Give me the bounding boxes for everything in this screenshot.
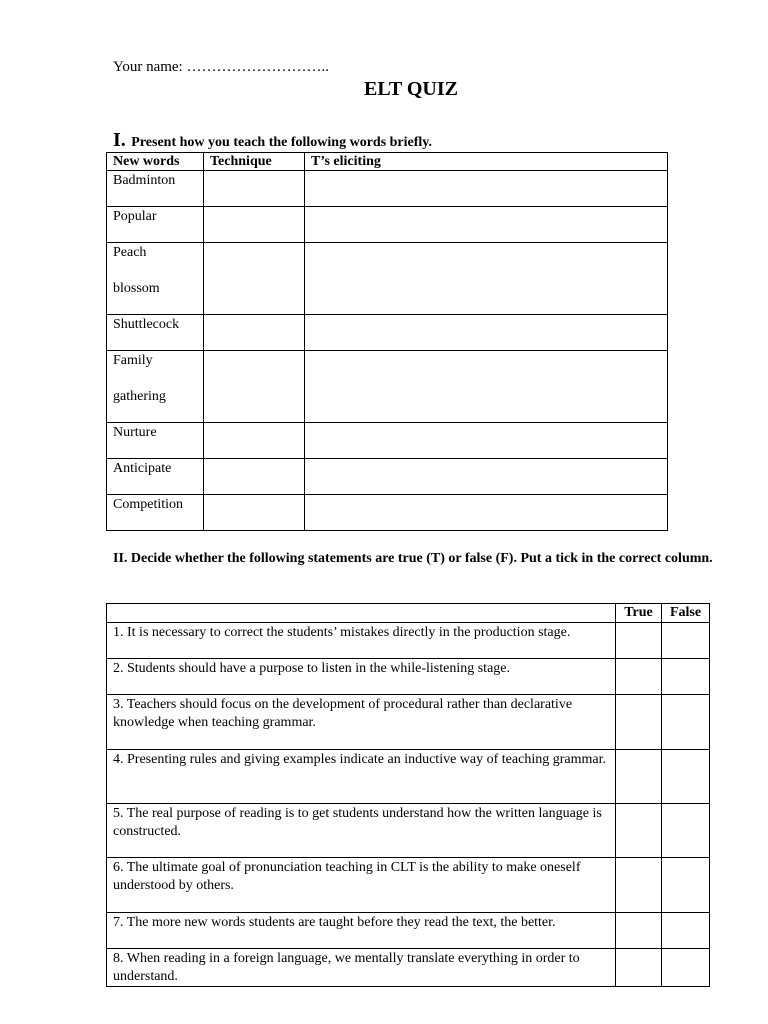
false-tick-cell[interactable] [662,695,710,750]
column-header-true: True [616,604,662,623]
table-row [107,351,668,423]
true-tick-cell[interactable] [616,623,662,659]
statement-cell: 2. Students should have a purpose to listen in the while-listening stage. [107,659,616,695]
table-header-row [107,153,668,171]
word-cell: Anticipate [107,459,204,495]
technique-answer-cell[interactable] [204,495,305,531]
false-tick-cell[interactable] [662,623,710,659]
eliciting-answer-cell[interactable] [305,351,668,423]
false-tick-cell[interactable] [662,659,710,695]
table-row [107,495,668,531]
statement-cell: 1. It is necessary to correct the students’ mistakes directly in the production stage. [107,623,616,659]
true-tick-cell[interactable] [616,695,662,750]
word-line-2: gathering [113,389,166,404]
table-row [107,623,710,659]
column-header-technique: Technique [204,153,305,171]
technique-answer-cell[interactable] [204,315,305,351]
table-row [107,949,710,987]
table-row [107,659,710,695]
true-tick-cell[interactable] [616,750,662,804]
eliciting-answer-cell[interactable] [305,243,668,315]
column-header-new-words: New words [107,153,204,171]
section-1-number: I. [113,129,126,151]
word-cell: Popular [107,207,204,243]
false-tick-cell[interactable] [662,750,710,804]
word-cell: Competition [107,495,204,531]
technique-answer-cell[interactable] [204,351,305,423]
false-tick-cell[interactable] [662,804,710,858]
table-row [107,913,710,949]
technique-answer-cell[interactable] [204,207,305,243]
true-tick-cell[interactable] [616,804,662,858]
table-row [107,171,668,207]
eliciting-answer-cell[interactable] [305,423,668,459]
eliciting-answer-cell[interactable] [305,459,668,495]
statement-cell: 4. Presenting rules and giving examples indicate an inductive way of teaching grammar. [107,750,616,804]
section-2-instruction: II. Decide whether the following statements are true (T) or false (F). Put a tick in the correct column. [113,551,713,566]
table-row [107,750,710,804]
false-tick-cell[interactable] [662,858,710,913]
true-tick-cell[interactable] [616,858,662,913]
technique-answer-cell[interactable] [204,243,305,315]
word-line-1: Peach [113,245,147,260]
statement-cell: 3. Teachers should focus on the development of procedural rather than declarative knowledge when teaching grammar. [107,695,616,750]
eliciting-answer-cell[interactable] [305,171,668,207]
statement-cell: 6. The ultimate goal of pronunciation teaching in CLT is the ability to make oneself understood by others. [107,858,616,913]
false-tick-cell[interactable] [662,949,710,987]
column-header-eliciting: T’s eliciting [305,153,668,171]
vocabulary-table [106,152,668,531]
table-row [107,243,668,315]
page-title: ELT QUIZ [364,78,458,100]
technique-answer-cell[interactable] [204,171,305,207]
word-line-1: Family [113,353,153,368]
statement-cell: 5. The real purpose of reading is to get students understand how the written language is constructed. [107,804,616,858]
name-field-label: Your name: ……………………….. [113,59,329,75]
table-row [107,858,710,913]
word-cell [107,351,204,423]
table-row [107,804,710,858]
table-row [107,695,710,750]
word-cell: Badminton [107,171,204,207]
eliciting-answer-cell[interactable] [305,315,668,351]
eliciting-answer-cell[interactable] [305,495,668,531]
true-tick-cell[interactable] [616,659,662,695]
statement-cell: 7. The more new words students are taught before they read the text, the better. [107,913,616,949]
false-tick-cell[interactable] [662,913,710,949]
eliciting-answer-cell[interactable] [305,207,668,243]
section-1-heading [113,129,432,152]
column-header-false: False [662,604,710,623]
statement-column-header [107,604,616,623]
true-tick-cell[interactable] [616,913,662,949]
word-cell: Nurture [107,423,204,459]
section-1-instruction: Present how you teach the following words briefly. [131,135,433,150]
table-row [107,423,668,459]
true-false-table [106,603,710,987]
table-header-row [107,604,710,623]
word-cell [107,243,204,315]
table-row [107,459,668,495]
word-cell: Shuttlecock [107,315,204,351]
technique-answer-cell[interactable] [204,459,305,495]
statement-cell: 8. When reading in a foreign language, we mentally translate everything in order to understand. [107,949,616,987]
technique-answer-cell[interactable] [204,423,305,459]
true-tick-cell[interactable] [616,949,662,987]
word-line-2: blossom [113,281,160,296]
